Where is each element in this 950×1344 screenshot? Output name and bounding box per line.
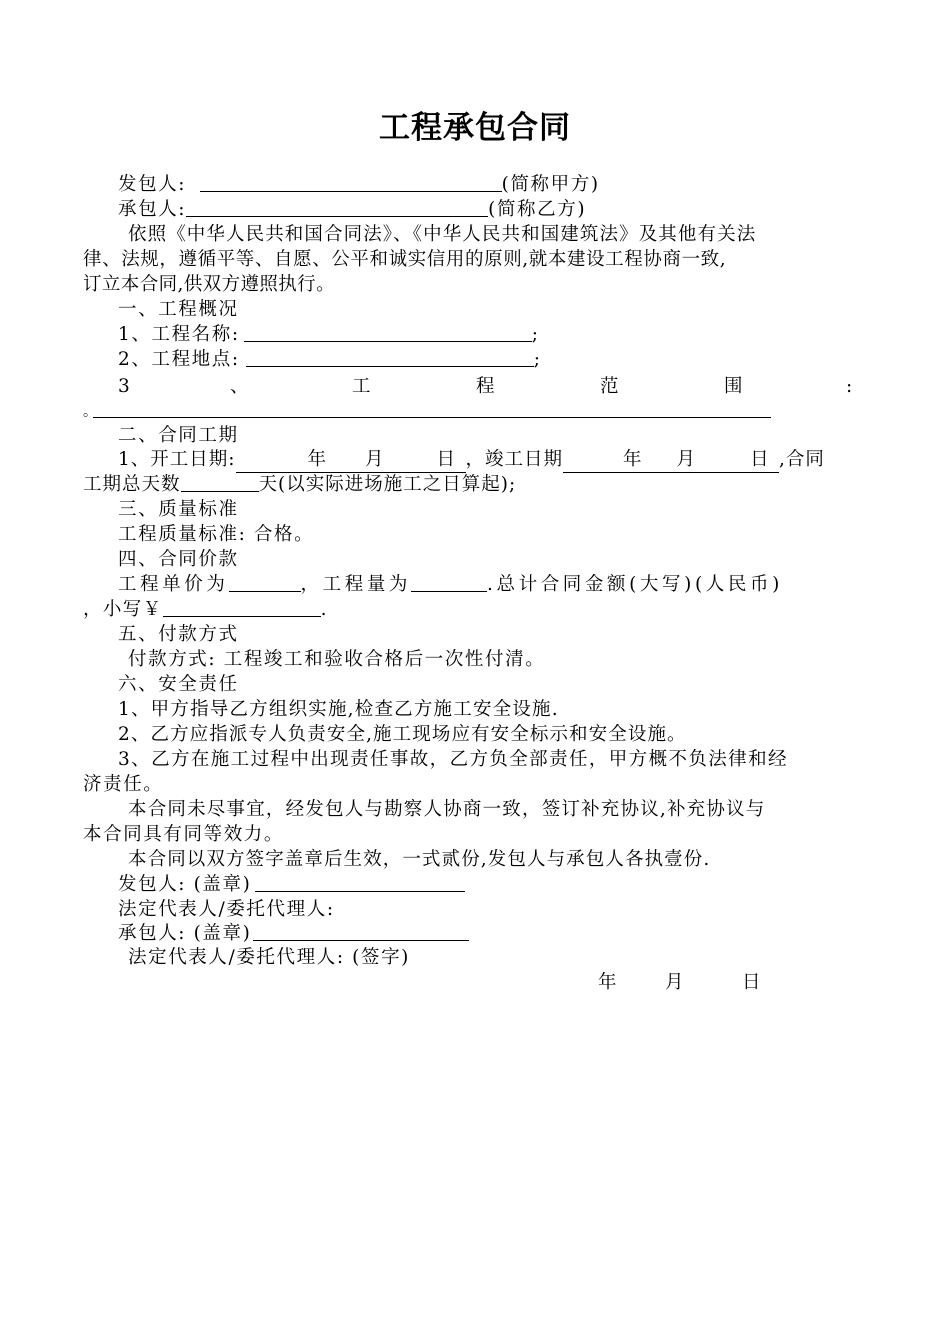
- project-name-line: [118, 323, 540, 347]
- sign-party-a-label: 发包人: (盖章): [118, 874, 252, 895]
- total-label: .总计合同金额(大写)(人民币): [487, 574, 783, 595]
- contract-title: 工程承包合同: [379, 110, 571, 146]
- small-amount-label: ，小写￥: [83, 599, 163, 620]
- scope-end: 。: [83, 404, 99, 420]
- safety-item-2: 2、乙方应指派专人负责安全,施工现场应有安全标示和安全设施。: [118, 724, 687, 745]
- start-date-blank: [236, 448, 466, 473]
- party-a-line: [118, 173, 600, 197]
- sign-party-b-line: [118, 922, 469, 946]
- sign-rep-b: 法定代表人/委托代理人: (签字): [128, 947, 410, 968]
- finish-day: 日: [750, 449, 770, 470]
- closing-para-1-line-1: 本合同未尽事宜，经发包人与勘察人协商一致，签订补充协议,补充协议与: [128, 799, 766, 820]
- project-name-blank: [244, 323, 532, 342]
- scope-part-6: 围: [724, 376, 743, 397]
- duration-label: 工期总天数: [83, 474, 181, 495]
- closing-para-2: 本合同以双方签字盖章后生效，一式贰份,发包人与承包人各执壹份.: [128, 849, 711, 870]
- payment-method: 付款方式: 工程竣工和验收合格后一次性付清。: [128, 649, 546, 670]
- section1-heading: 一、工程概况: [118, 299, 239, 320]
- unit-price-blank: [229, 573, 301, 592]
- safety-item-1: 1、甲方指导乙方组织实施,检查乙方施工安全设施.: [118, 699, 559, 720]
- preamble-line-2: 律、法规，遵循平等、自愿、公平和诚实信用的原则,就本建设工程协商一致,: [83, 249, 727, 270]
- finish-label: ，竣工日期: [465, 449, 564, 470]
- section3-heading: 三、质量标准: [118, 499, 239, 520]
- start-date-label: 1、开工日期:: [118, 449, 236, 470]
- quantity-blank: [411, 573, 487, 592]
- party-b-suffix: (简称乙方): [488, 199, 587, 220]
- scope-blank: [93, 417, 771, 418]
- start-day: 日: [436, 449, 457, 470]
- contract-tail: ,合同: [779, 449, 825, 470]
- project-name-semicolon: ;: [531, 324, 540, 345]
- small-amount-line: [83, 598, 328, 622]
- scope-part-1: 3: [118, 376, 130, 397]
- section2-heading: 二、合同工期: [118, 425, 239, 446]
- preamble-line-1: 依照《中华人民共和国合同法》、《中华人民共和国建筑法》及其他有关法: [128, 224, 757, 245]
- closing-para-1-line-2: 本合同具有同等效力。: [83, 824, 285, 845]
- price-line: [118, 573, 783, 597]
- section6-heading: 六、安全责任: [118, 674, 239, 695]
- scope-part-5: 范: [600, 376, 619, 397]
- project-location-label: 2、工程地点:: [118, 349, 240, 370]
- party-b-line: [118, 198, 586, 222]
- section4-heading: 四、合同价款: [118, 549, 239, 570]
- start-year: 年: [307, 449, 328, 470]
- party-a-suffix: (简称甲方): [501, 174, 600, 195]
- sign-party-b-label: 承包人: (盖章): [118, 923, 252, 944]
- small-amount-blank: [163, 598, 321, 617]
- preamble-line-3: 订立本合同,供双方遵照执行。: [83, 274, 335, 295]
- sign-date-month: 月: [665, 972, 684, 993]
- quality-standard: 工程质量标准: 合格。: [118, 524, 315, 545]
- start-month: 月: [365, 449, 385, 470]
- sign-date-day: 日: [742, 972, 761, 993]
- unit-price-label: 工程单价为: [118, 574, 229, 595]
- finish-date-blank: [563, 448, 779, 473]
- party-a-label: 发包人:: [118, 174, 187, 195]
- party-a-blank: [200, 173, 502, 192]
- safety-item-3-line-2: 济责任。: [83, 774, 164, 795]
- duration-blank: [181, 473, 259, 492]
- scope-part-2: 、: [230, 376, 249, 397]
- small-amount-end: .: [320, 599, 328, 620]
- sign-rep-a: 法定代表人/委托代理人:: [118, 899, 335, 920]
- project-location-semicolon: ;: [533, 349, 542, 370]
- duration-suffix: 天(以实际进场施工之日算起);: [258, 474, 517, 495]
- party-b-label: 承包人:: [118, 199, 187, 220]
- project-location-line: [118, 348, 542, 372]
- section5-heading: 五、付款方式: [118, 624, 239, 645]
- finish-year: 年: [623, 449, 643, 470]
- sign-party-a-blank: [255, 873, 465, 892]
- sign-party-a-line: [118, 873, 465, 897]
- scope-part-4: 程: [476, 376, 495, 397]
- scope-part-3: 工: [352, 376, 371, 397]
- party-b-blank: [186, 198, 488, 217]
- sign-party-b-blank: [253, 922, 469, 941]
- scope-part-7: :: [846, 376, 853, 397]
- duration-line: [83, 473, 516, 497]
- project-location-blank: [246, 348, 534, 367]
- safety-item-3-line-1: 3、乙方在施工过程中出现责任事故，乙方负全部责任，甲方概不负法律和经: [118, 749, 788, 770]
- quantity-label: ，工程量为: [300, 574, 412, 595]
- finish-month: 月: [676, 449, 697, 470]
- start-date-line: [118, 448, 825, 473]
- sign-date-year: 年: [598, 972, 617, 993]
- project-name-label: 1、工程名称:: [118, 324, 240, 345]
